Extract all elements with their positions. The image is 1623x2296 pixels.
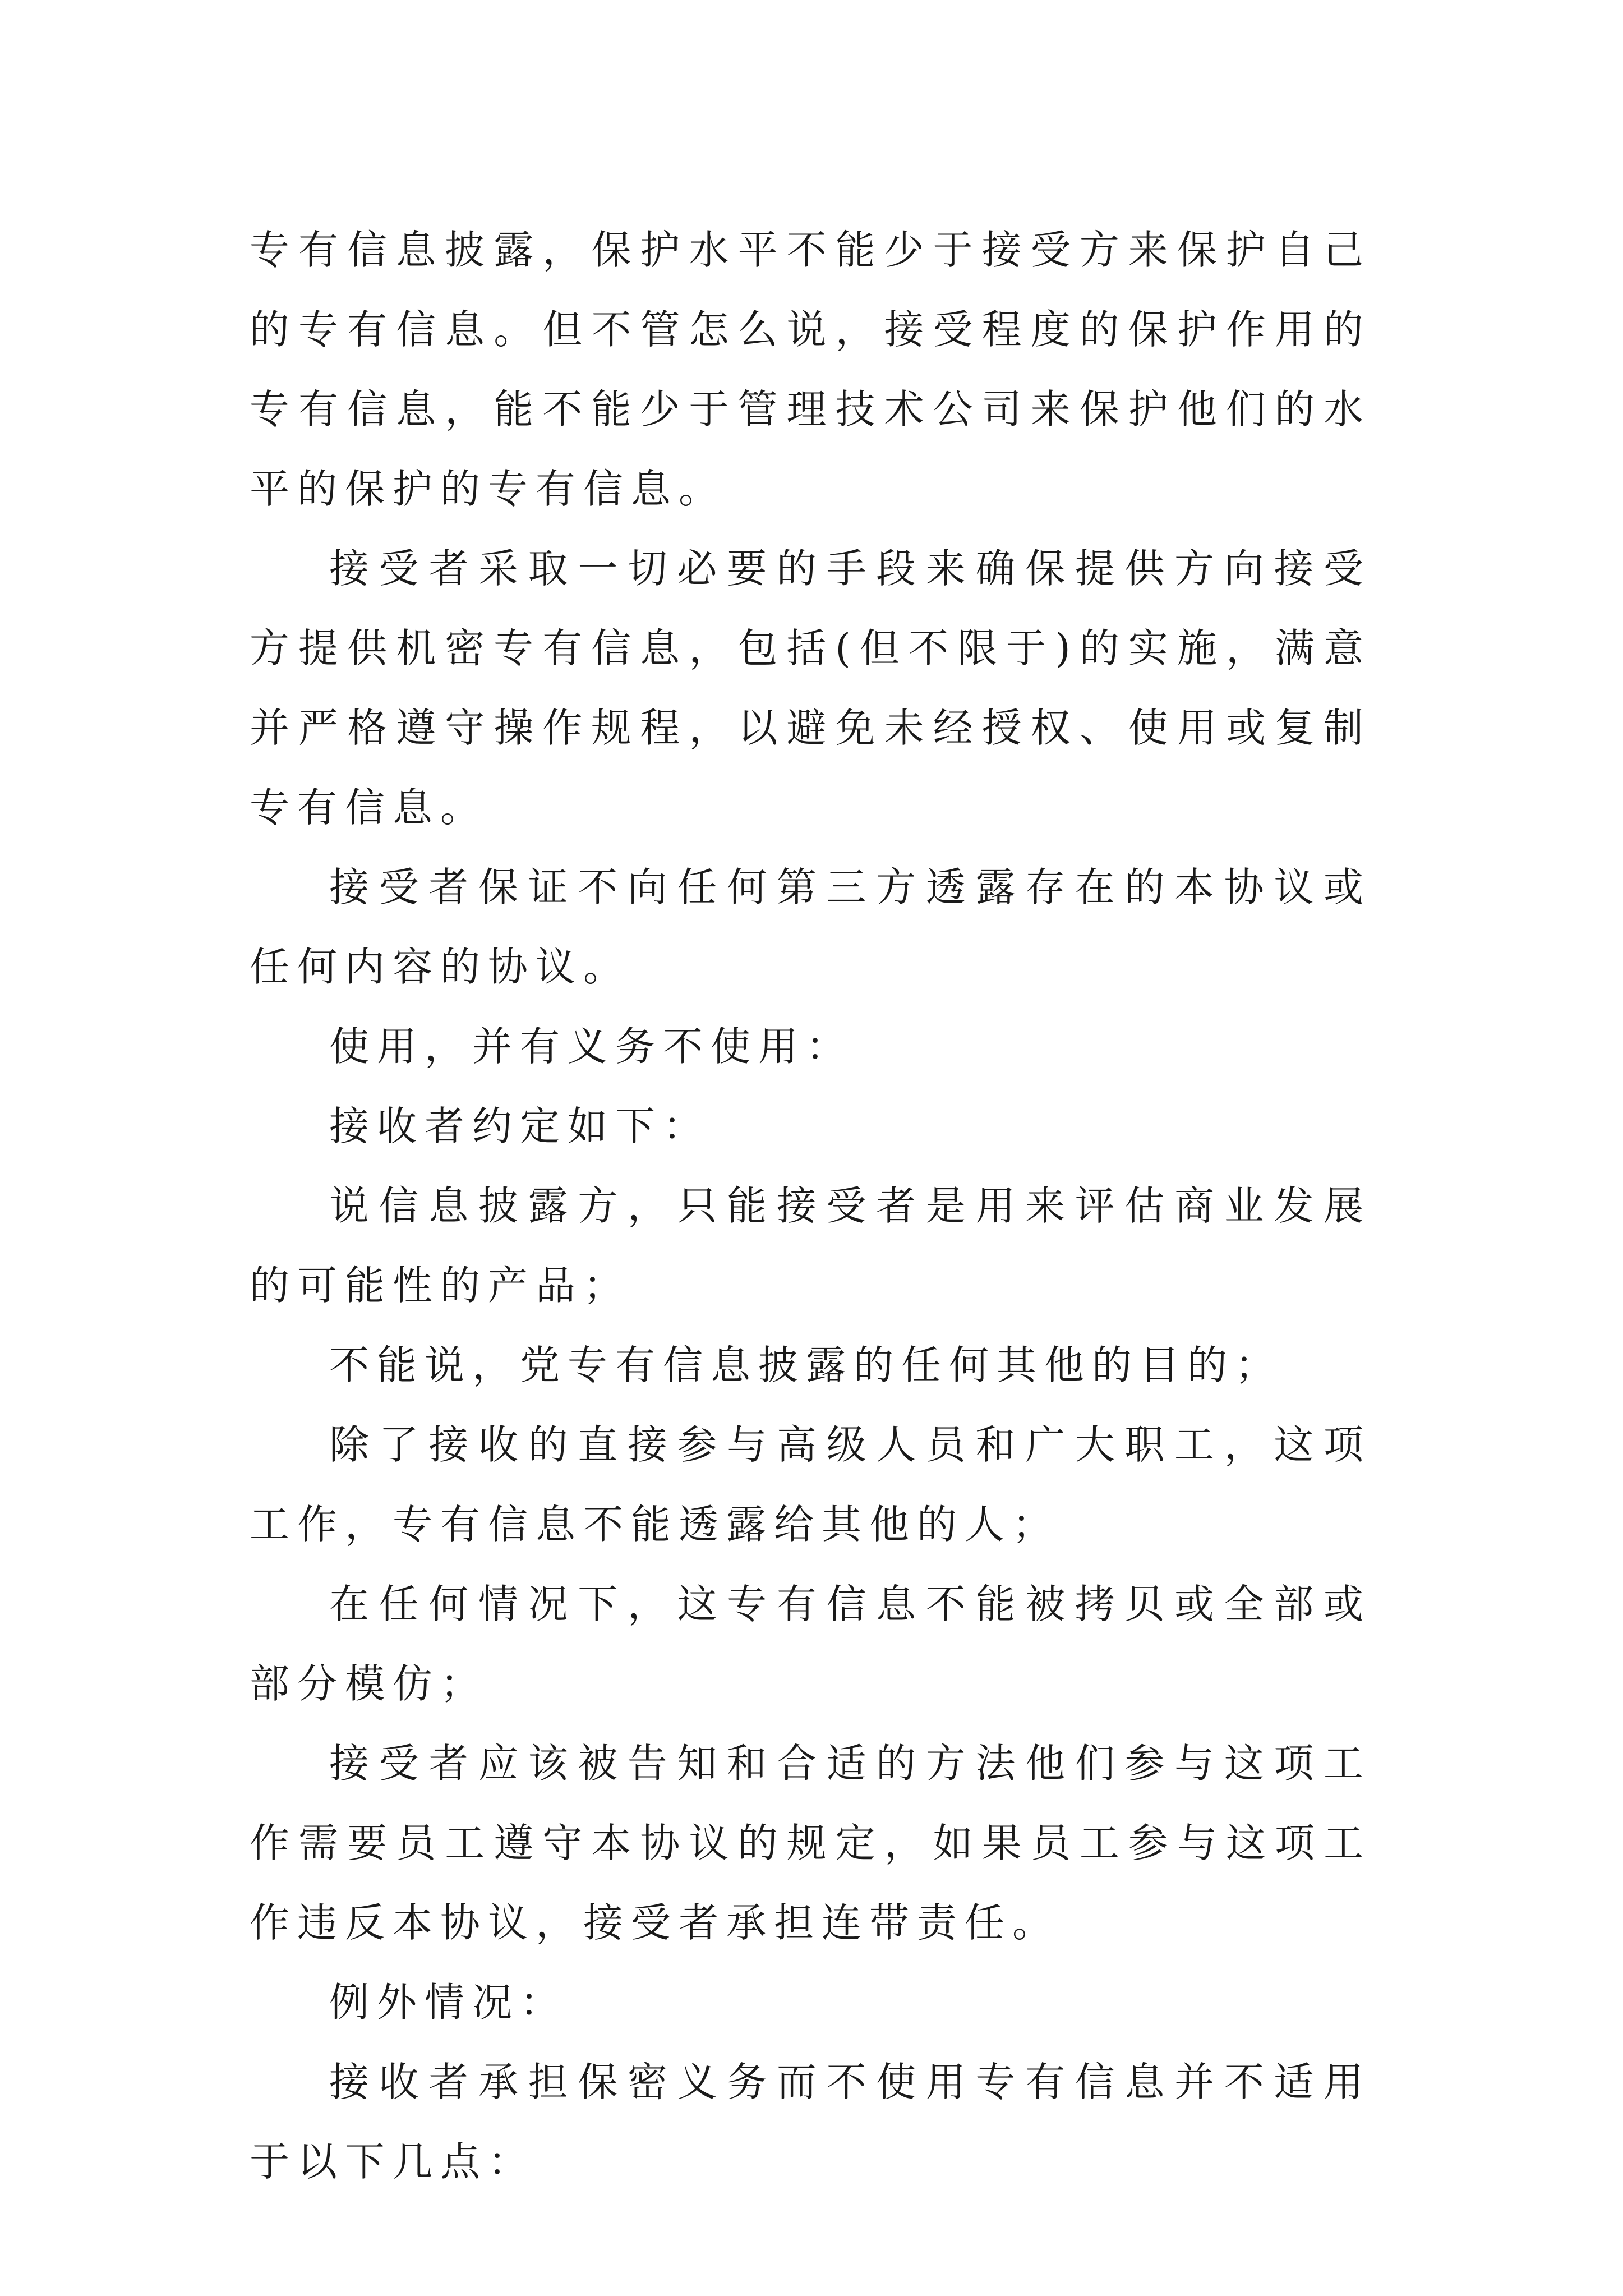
paragraph-continued: 专有信息披露，保护水平不能少于接受方来保护自己的专有信息。但不管怎么说，接受程度的保护作用的专有信息，能不能少于管理技术公司来保护他们的水平的保护的专有信息。: [250, 227, 1371, 512]
paragraph: 接受者采取一切必要的手段来确保提供方向接受方提供机密专有信息，包括(但不限于)的实施，满意并严格遵守操作规程，以避免未经授权、使用或复制专有信息。: [250, 545, 1371, 831]
paragraph: 例外情况：: [329, 1979, 568, 2026]
paragraph: 接受者应该被告知和合适的方法他们参与这项工作需要员工遵守本协议的规定，如果员工参与这项工作违反本协议，接受者承担连带责任。: [250, 1740, 1371, 1946]
paragraph: 说信息披露方，只能接受者是用来评估商业发展的可能性的产品；: [250, 1182, 1371, 1309]
paragraph: 除了接收的直接参与高级人员和广大职工，这项工作，专有信息不能透露给其他的人；: [250, 1421, 1371, 1548]
paragraph: 在任何情况下，这专有信息不能被拷贝或全部或部分模仿；: [250, 1581, 1371, 1707]
paragraph: 使用，并有义务不使用：: [329, 1023, 854, 1070]
paragraph: 接收者承担保密义务而不使用专有信息并不适用于以下几点：: [250, 2059, 1371, 2185]
document-body: [250, 210, 1371, 2202]
paragraph: 接收者约定如下：: [329, 1103, 711, 1149]
paragraph: 不能说，党专有信息披露的任何其他的目的；: [329, 1342, 1283, 1388]
paragraph: 接受者保证不向任何第三方透露存在的本协议或任何内容的协议。: [250, 864, 1371, 990]
